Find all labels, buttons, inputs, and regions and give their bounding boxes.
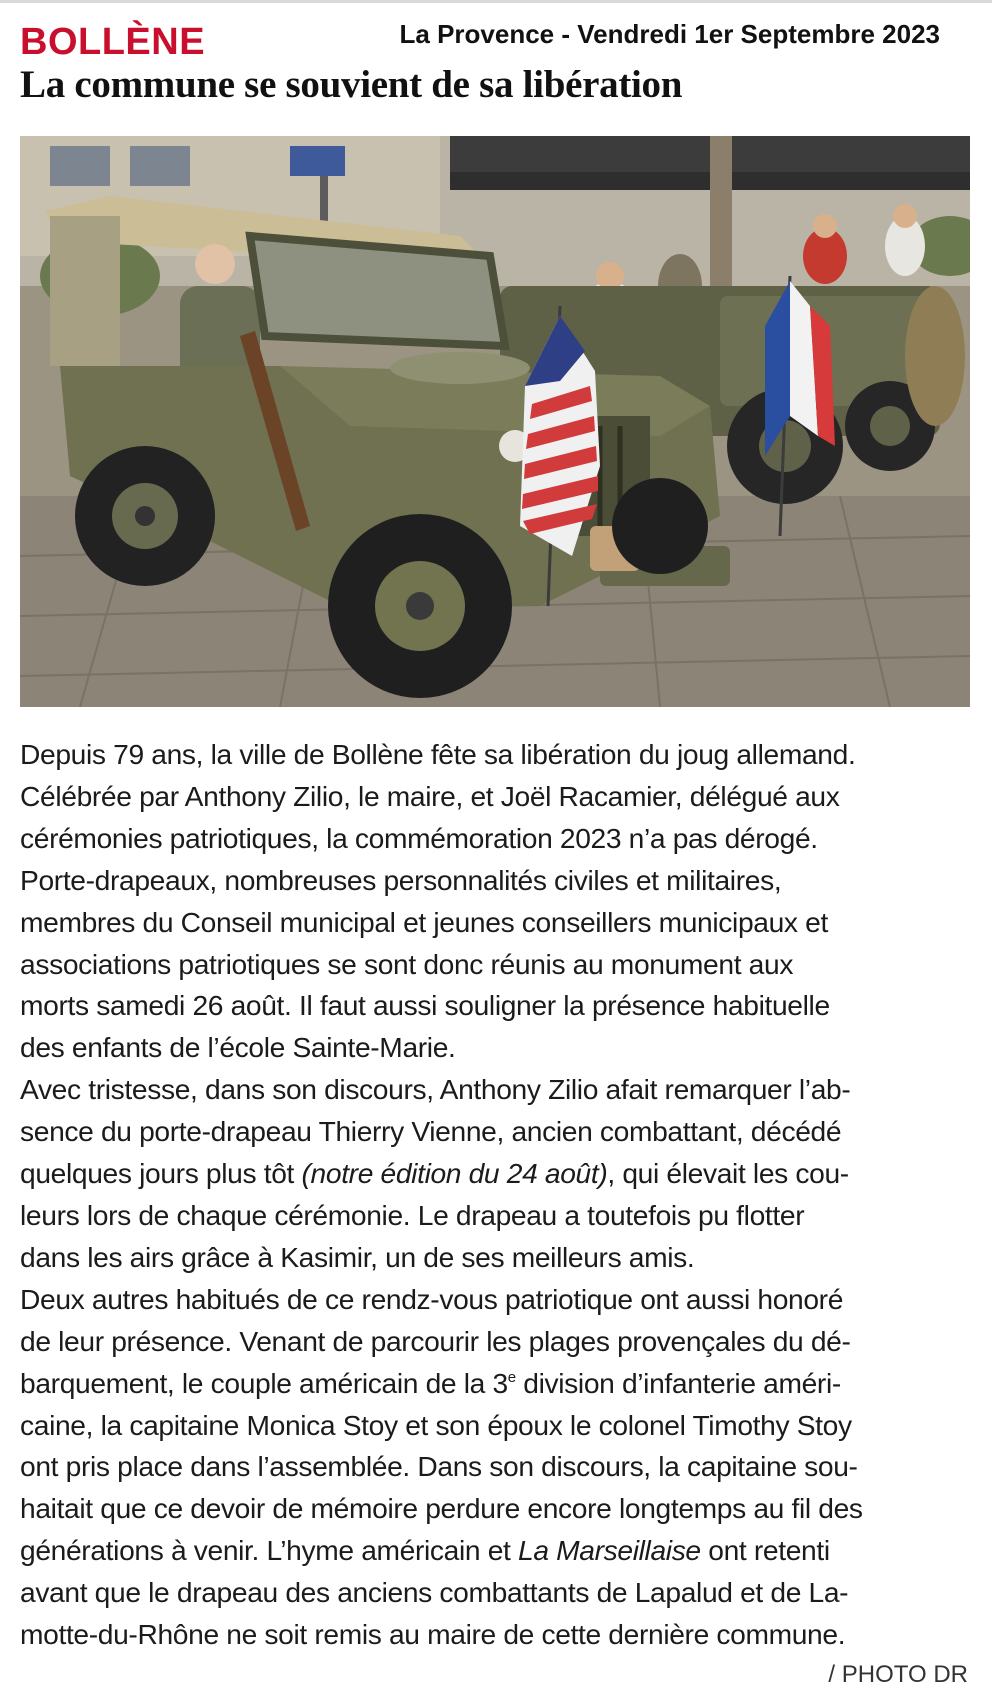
ordinal-superscript: e bbox=[507, 1368, 516, 1386]
article-text: quelques jours plus tôt bbox=[20, 1157, 302, 1190]
article-line: dans les airs grâce à Kasimir, un de ses meilleurs amis. bbox=[20, 1240, 695, 1273]
article-line: avant que le drapeau des anciens combattants de Lapalud et de La- bbox=[20, 1576, 849, 1609]
article-line: Porte-drapeaux, nombreuses personnalités civiles et militaires, bbox=[20, 863, 782, 896]
edition-reference: (notre édition du 24 août) bbox=[301, 1157, 608, 1190]
anthem-title: La Marseillaise bbox=[518, 1534, 701, 1567]
article-line: morts samedi 26 août. Il faut aussi souligner la présence habituelle bbox=[20, 989, 830, 1022]
article-line: de leur présence. Venant de parcourir les plages provençales du dé- bbox=[20, 1324, 851, 1357]
article-text: division d’infanterie améri- bbox=[515, 1366, 841, 1399]
article-text: générations à venir. L’hyme américain et bbox=[20, 1534, 519, 1567]
top-rule bbox=[0, 0, 992, 3]
article-text: barquement, le couple américain de la 3 bbox=[20, 1366, 508, 1399]
article-line: sence du porte-drapeau Thierry Vienne, ancien combattant, décédé bbox=[20, 1115, 842, 1148]
article-line: des enfants de l’école Sainte-Marie. bbox=[20, 1031, 456, 1064]
article-line: haitait que ce devoir de mémoire perdure encore longtemps au fil des bbox=[20, 1492, 863, 1525]
article-body bbox=[20, 734, 972, 1656]
publication-dateline: La Provence - Vendredi 1er Septembre 2023 bbox=[399, 19, 940, 49]
article-line: Célébrée par Anthony Zilio, le maire, et Joël Racamier, délégué aux bbox=[20, 779, 840, 812]
article-headline: La commune se souvient de sa libération bbox=[20, 63, 683, 106]
article-line bbox=[20, 1530, 972, 1572]
photo-jeeps-illustration bbox=[20, 136, 970, 707]
article-line bbox=[20, 1363, 972, 1405]
article-line: membres du Conseil municipal et jeunes conseillers municipaux et bbox=[20, 905, 828, 938]
article-line: Depuis 79 ans, la ville de Bollène fête sa libération du joug allemand. bbox=[20, 738, 856, 770]
article-line bbox=[20, 1153, 972, 1195]
article-text: ont retenti bbox=[700, 1534, 830, 1567]
article-text: , qui élevait les cou- bbox=[607, 1157, 849, 1190]
article-line: associations patriotiques se sont donc réunis au monument aux bbox=[20, 947, 794, 980]
article-line: Deux autres habitués de ce rendz-vous patriotique ont aussi honoré bbox=[20, 1282, 844, 1315]
section-label: BOLLÈNE bbox=[20, 21, 206, 63]
article-line: cérémonies patriotiques, la commémoration 2023 n’a pas dérogé. bbox=[20, 821, 818, 854]
article-photo bbox=[20, 136, 970, 707]
article-line: leurs lors de chaque cérémonie. Le drapeau a toutefois pu flotter bbox=[20, 1198, 805, 1231]
article-line: motte-du-Rhône ne soit remis au maire de cette dernière commune. bbox=[20, 1618, 846, 1651]
article-line: Avec tristesse, dans son discours, Anthony Zilio afait remarquer l’ab- bbox=[20, 1073, 851, 1106]
article-line: ont pris place dans l’assemblée. Dans son discours, la capitaine sou- bbox=[20, 1450, 858, 1483]
photo-credit: / PHOTO DR bbox=[828, 1661, 968, 1688]
article-line: caine, la capitaine Monica Stoy et son époux le colonel Timothy Stoy bbox=[20, 1408, 852, 1441]
